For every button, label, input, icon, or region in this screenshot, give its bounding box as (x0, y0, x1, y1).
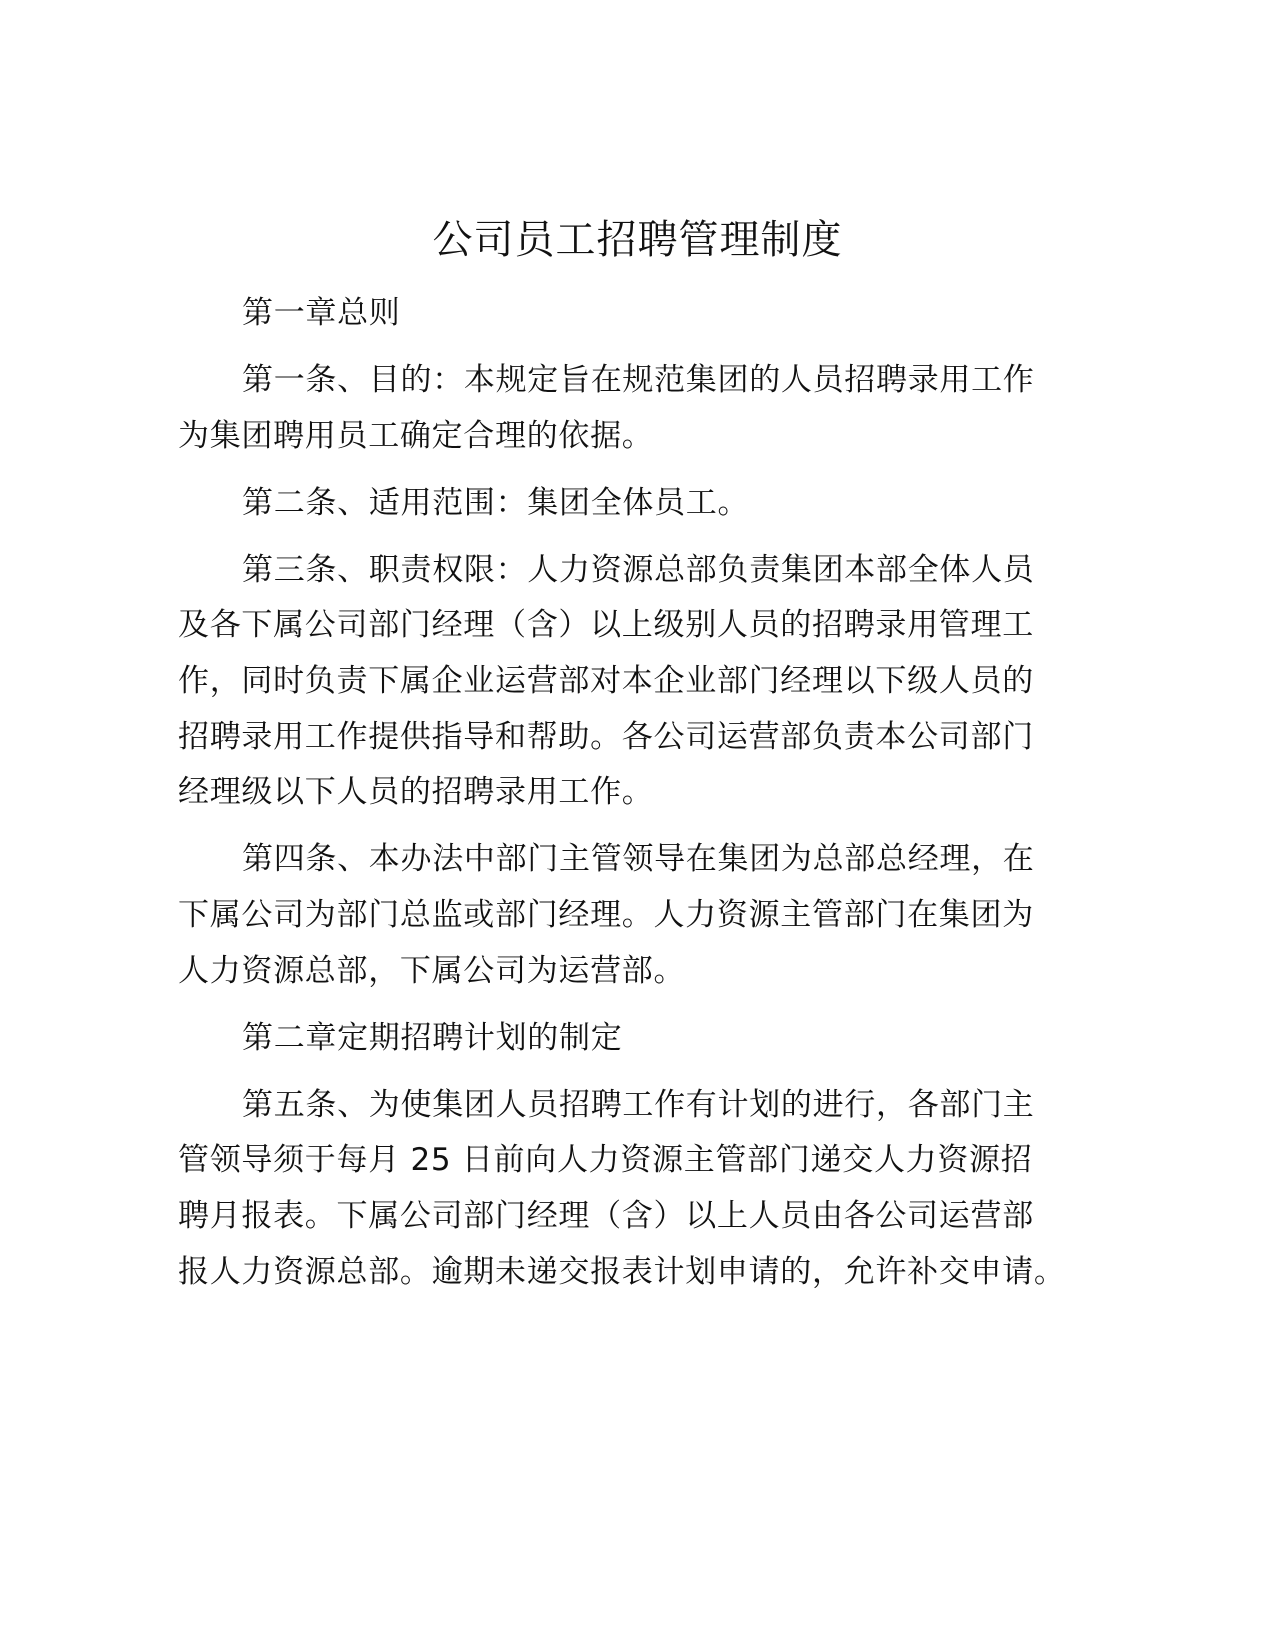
paragraph (178, 286, 1058, 342)
paragraph (178, 832, 1058, 999)
paragraph-line: 作，同时负责下属企业运营部对本企业部门经理以下级人员的 (178, 663, 1034, 700)
paragraph-line: 第四条、本办法中部门主管领导在集团为总部总经理，在 (242, 841, 1035, 878)
paragraph-line: 报人力资源总部。逾期未递交报表计划申请的，允许补交申请。 (178, 1253, 1066, 1290)
paragraph-line: 人力资源总部，下属公司为运营部。 (178, 952, 686, 989)
paragraph (178, 1011, 1058, 1067)
paragraph-line: 第五条、为使集团人员招聘工作有计划的进行，各部门主 (242, 1086, 1035, 1123)
paragraph-line: 第一章总则 (242, 295, 401, 331)
paragraph-line: 经理级以下人员的招聘录用工作。 (178, 774, 654, 811)
paragraph (178, 543, 1058, 821)
paragraph (178, 1078, 1066, 1300)
paragraph (178, 476, 1058, 532)
paragraph-line: 下属公司为部门总监或部门经理。人力资源主管部门在集团为 (178, 896, 1034, 933)
paragraph-line: 第三条、职责权限：人力资源总部负责集团本部全体人员 (242, 551, 1035, 588)
document-title: 公司员工招聘管理制度 (432, 217, 843, 263)
paragraph-line: 招聘录用工作提供指导和帮助。各公司运营部负责本公司部门 (178, 718, 1034, 755)
paragraph (178, 353, 1058, 464)
paragraph-line: 第二条、适用范围：集团全体员工。 (242, 484, 750, 521)
paragraph-line: 第二章定期招聘计划的制定 (242, 1019, 623, 1056)
document-body (178, 286, 1066, 1312)
paragraph-line: 为集团聘用员工确定合理的依据。 (178, 417, 654, 454)
paragraph-line: 聘月报表。下属公司部门经理（含）以上人员由各公司运营部 (178, 1197, 1034, 1234)
paragraph-line: 第一条、目的：本规定旨在规范集团的人员招聘录用工作 (242, 362, 1035, 399)
paragraph-line: 管领导须于每月 25 日前向人力资源主管部门递交人力资源招 (178, 1142, 1033, 1179)
paragraph-line: 及各下属公司部门经理（含）以上级别人员的招聘录用管理工 (178, 607, 1034, 644)
